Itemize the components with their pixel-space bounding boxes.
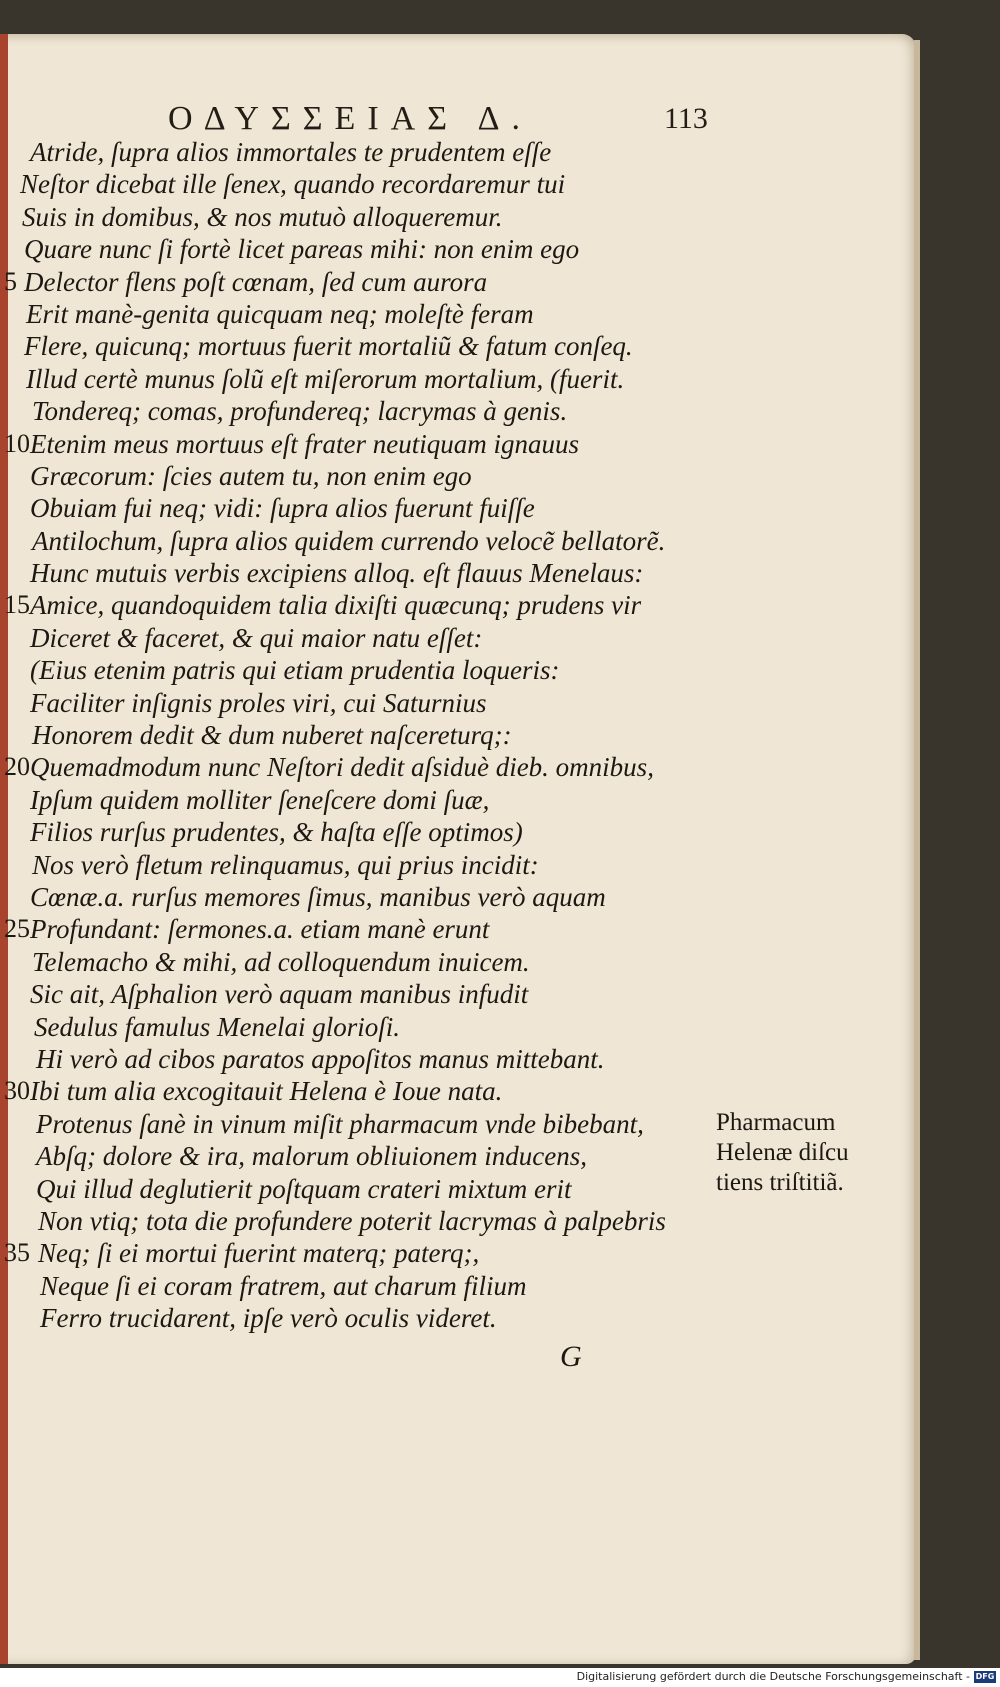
verse-line [30,525,710,557]
line-text: Suis in domibus, & nos mutuò alloqueremur. [22,201,503,232]
signature-mark: G [560,1340,582,1373]
line-number: 20 [4,752,30,782]
line-text: Quare nunc ſi fortè licet pareas mihi: non enim ego [24,234,580,265]
verse-line [30,687,710,719]
verse-line [30,136,710,168]
page-fore-edge [914,40,920,1660]
line-text: (Eius etenim patris qui etiam prudentia loqueris: [30,655,560,686]
line-number: 10 [4,428,30,458]
verse-line [20,168,710,200]
verse-line [30,1270,710,1302]
line-text: Ipſum quidem molliter ſeneſcere domi ſuæ, [30,784,490,815]
verse-line [30,816,710,848]
line-text: Erit manè-genita quicquam neq; moleſtè feram [26,298,534,329]
line-text: Atride, ſupra alios immortales te prudentem eſſe [30,137,552,167]
line-text: Filios rurſus prudentes, & haſta eſſe optimos) [30,817,523,848]
line-text: Etenim meus mortuus eſt frater neutiquam ignauus [30,428,579,459]
verse-line [30,881,710,913]
line-text: Non vtiq; tota die profundere poterit lacrymas à palpebris [38,1205,666,1236]
line-text: Obuiam fui neq; vidi: ſupra alios fuerunt fuiſſe [30,493,535,524]
line-text: Profundant: ſermones.a. etiam manè erunt [30,914,490,945]
verse-line [4,589,710,621]
verse-line [30,622,710,654]
line-text: Flere, quicunq; mortuus fuerit mortaliũ & fatum conſeq. [24,331,633,362]
line-text: Græcorum: ſcies autem tu, non enim ego [30,460,472,491]
line-text: Protenus ſanè in vinum miſit pharmacum vnde bibebant, [36,1108,644,1139]
verse-line [4,266,710,298]
line-number: 30 [4,1076,30,1106]
line-text: Quemadmodum nunc Neſtori dedit aſsiduè dieb. omnibus, [30,752,654,783]
footer-credit: Digitalisierung gefördert durch die Deutsche Forschungsgemeinschaft - [576,1670,970,1683]
verse-line [24,233,710,265]
verse-line [30,946,710,978]
verse-line [30,784,710,816]
page-header [0,100,916,140]
verse-line [4,1237,710,1269]
verse-line [30,978,710,1010]
line-text: Qui illud deglutierit poſtquam crateri mixtum erit [36,1173,572,1204]
line-text: Ferro trucidarent, ipſe verò oculis videret. [40,1303,497,1334]
line-text: Delector flens poſt cœnam, ſed cum aurora [24,266,488,297]
line-text: Illud certè munus ſolũ eſt miſerorum mortalium, (fuerit. [26,363,625,394]
verse-line [4,913,710,945]
line-text: Hunc mutuis verbis excipiens alloq. eſt flauus Menelaus: [30,558,644,589]
verse-line [4,428,710,460]
verse-line [30,1205,710,1237]
verse-line [30,1140,710,1172]
line-text: Neque ſi ei coram fratrem, aut charum filium [40,1270,527,1301]
line-text: Sic ait, Aſphalion verò aquam manibus infudit [30,979,529,1010]
verse-line [30,1108,710,1140]
line-number: 25 [4,914,30,944]
footer-bar [0,1668,1000,1687]
verse-line [30,1043,710,1075]
verse-line [24,330,710,362]
verse-text-block [4,136,710,1334]
line-text: Neq; ſi ei mortui fuerint materq; paterq;, [38,1238,480,1269]
marginal-note-line: Pharmacum [716,1109,836,1136]
verse-line [4,1075,710,1107]
line-text: Amice, quandoquidem talia dixiſti quæcunq; prudens vir [30,590,642,621]
verse-line [30,557,710,589]
verse-line [30,719,710,751]
line-number: 35 [4,1238,30,1268]
line-text: Tondereq; comas, profundereq; lacrymas à genis. [32,396,568,427]
line-text: Honorem dedit & dum nuberet naſcereturq;: [32,720,512,751]
line-number: 15 [4,590,30,620]
line-text: Sedulus famulus Menelai glorioſi. [34,1011,400,1042]
verse-line [4,751,710,783]
line-text: Ibi tum alia excogitauit Helena è Ioue nata. [30,1076,503,1107]
line-text: Antilochum, ſupra alios quidem currendo velocẽ bellatorẽ. [32,525,666,556]
verse-line [30,460,710,492]
verse-line [26,298,710,330]
dfg-logo: DFG [975,1672,995,1681]
line-text: Hi verò ad cibos paratos appoſitos manus mittebant. [36,1043,605,1074]
verse-line [30,395,710,427]
line-text: Abſq; dolore & ira, malorum obliuionem inducens, [36,1141,587,1172]
line-text: Neſtor dicebat ille ſenex, quando recordaremur tui [20,169,566,200]
verse-line [26,363,710,395]
verse-line [30,1302,710,1334]
line-text: Telemacho & mihi, ad colloquendum inuicem. [32,946,530,977]
verse-line [30,654,710,686]
line-number: 5 [4,266,17,296]
verse-line [30,1011,710,1043]
verse-line [30,1173,710,1205]
verse-line [30,492,710,524]
running-head: ΟΔΥΣΣΕΙΑΣ Δ. [168,100,532,137]
verse-line [22,201,710,233]
verse-line [30,849,710,881]
line-text: Nos verò fletum relinquamus, qui prius incidit: [32,849,539,880]
marginal-note-line: tiens triſtitiã. [716,1169,844,1196]
line-text: Cœnæ.a. rurſus memores ſimus, manibus verò aquam [30,881,606,912]
marginal-note [716,1108,906,1198]
line-text: Diceret & faceret, & qui maior natu eſſet: [30,622,483,653]
page-number: 113 [664,102,708,135]
line-text: Faciliter inſignis proles viri, cui Saturnius [30,687,487,718]
marginal-note-line: Helenæ diſcu [716,1139,849,1166]
